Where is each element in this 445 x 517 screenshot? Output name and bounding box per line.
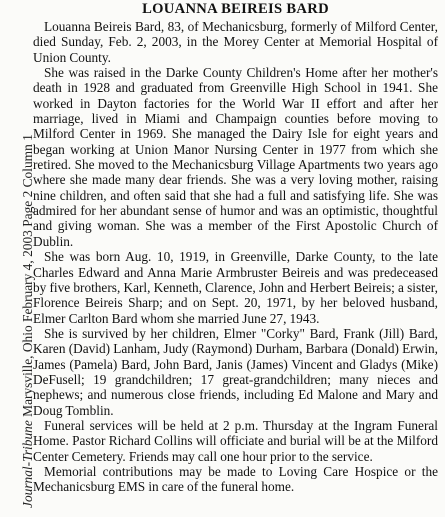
publication-name: Journal-Tribune [20, 420, 35, 508]
paragraph-memorials: Memorial contributions may be made to Loving Care Hospice or the Mechanicsburg EMS in care of the funeral home. [33, 463, 438, 495]
paragraph-survivors: She is survived by her children, Elmer "Corky" Bard, Frank (Jill) Bard, Karen (David) Lanham, Judy (Raymond) Durham, Barbara (Donald) Erwin, James (Pamela) Bard, John Bard, Janis (James) Vincent and Gladys (Mike) DeFusell; 19 grandchildren; 17 great-grandchildren; many nieces and nephews; and numerous close friends, including Ed Malone and Mary and Doug Tomblin. [33, 325, 438, 418]
paragraph-intro: Louanna Beireis Bard, 83, of Mechanicsburg, formerly of Milford Center, died Sunday, Feb. 2, 2003, in the Morey Center at Memorial Hospital of Union County. [33, 19, 438, 65]
obituary-article [33, 1, 438, 495]
paragraph-life: She was raised in the Darke County Children's Home after her mother's death in 1928 and graduated from Greenville High School in 1941. She worked in Dayton factories for the World War II effort and after her marriage, lived in Miami and Champaign counties before moving to Milford Center in 1969. She managed the Dairy Isle for eight years and began working at Union Manor Nursing Center in 1977 from which she retired. She moved to the Mechanicsburg Village Apartments two years ago where she made many dear friends. She was a very loving mother, raising nine children, and often said that she had a full and satisfying life. She was admired for her abundant sense of humor and was an optimistic, thoughtful and giving woman. She was a member of the First Apostolic Church of Dublin. [33, 65, 438, 249]
paragraph-birth: She was born Aug. 10, 1919, in Greenville, Darke County, to the late Charles Edward and Anna Marie Armbruster Beireis and was predeceased by five brothers, Karl, Kenneth, Clarence, John and Herbert Beireis; a sister, Florence Beireis Sharp; and on Sept. 20, 1971, by her beloved husband, Elmer Carlton Bard whom she married June 27, 1943. [33, 249, 438, 326]
publication-details: Marysville, Ohio February 4, 2003 Page 2 Column 1 [20, 134, 35, 417]
obituary-headline: LOUANNA BEIREIS BARD [142, 1, 329, 17]
paragraph-services: Funeral services will be held at 2 p.m. Thursday at the Ingram Funeral Home. Pastor Richard Collins will officiate and burial will be at the Milford Center Cemetery. Friends may call one hour prior to the service. [33, 417, 438, 464]
